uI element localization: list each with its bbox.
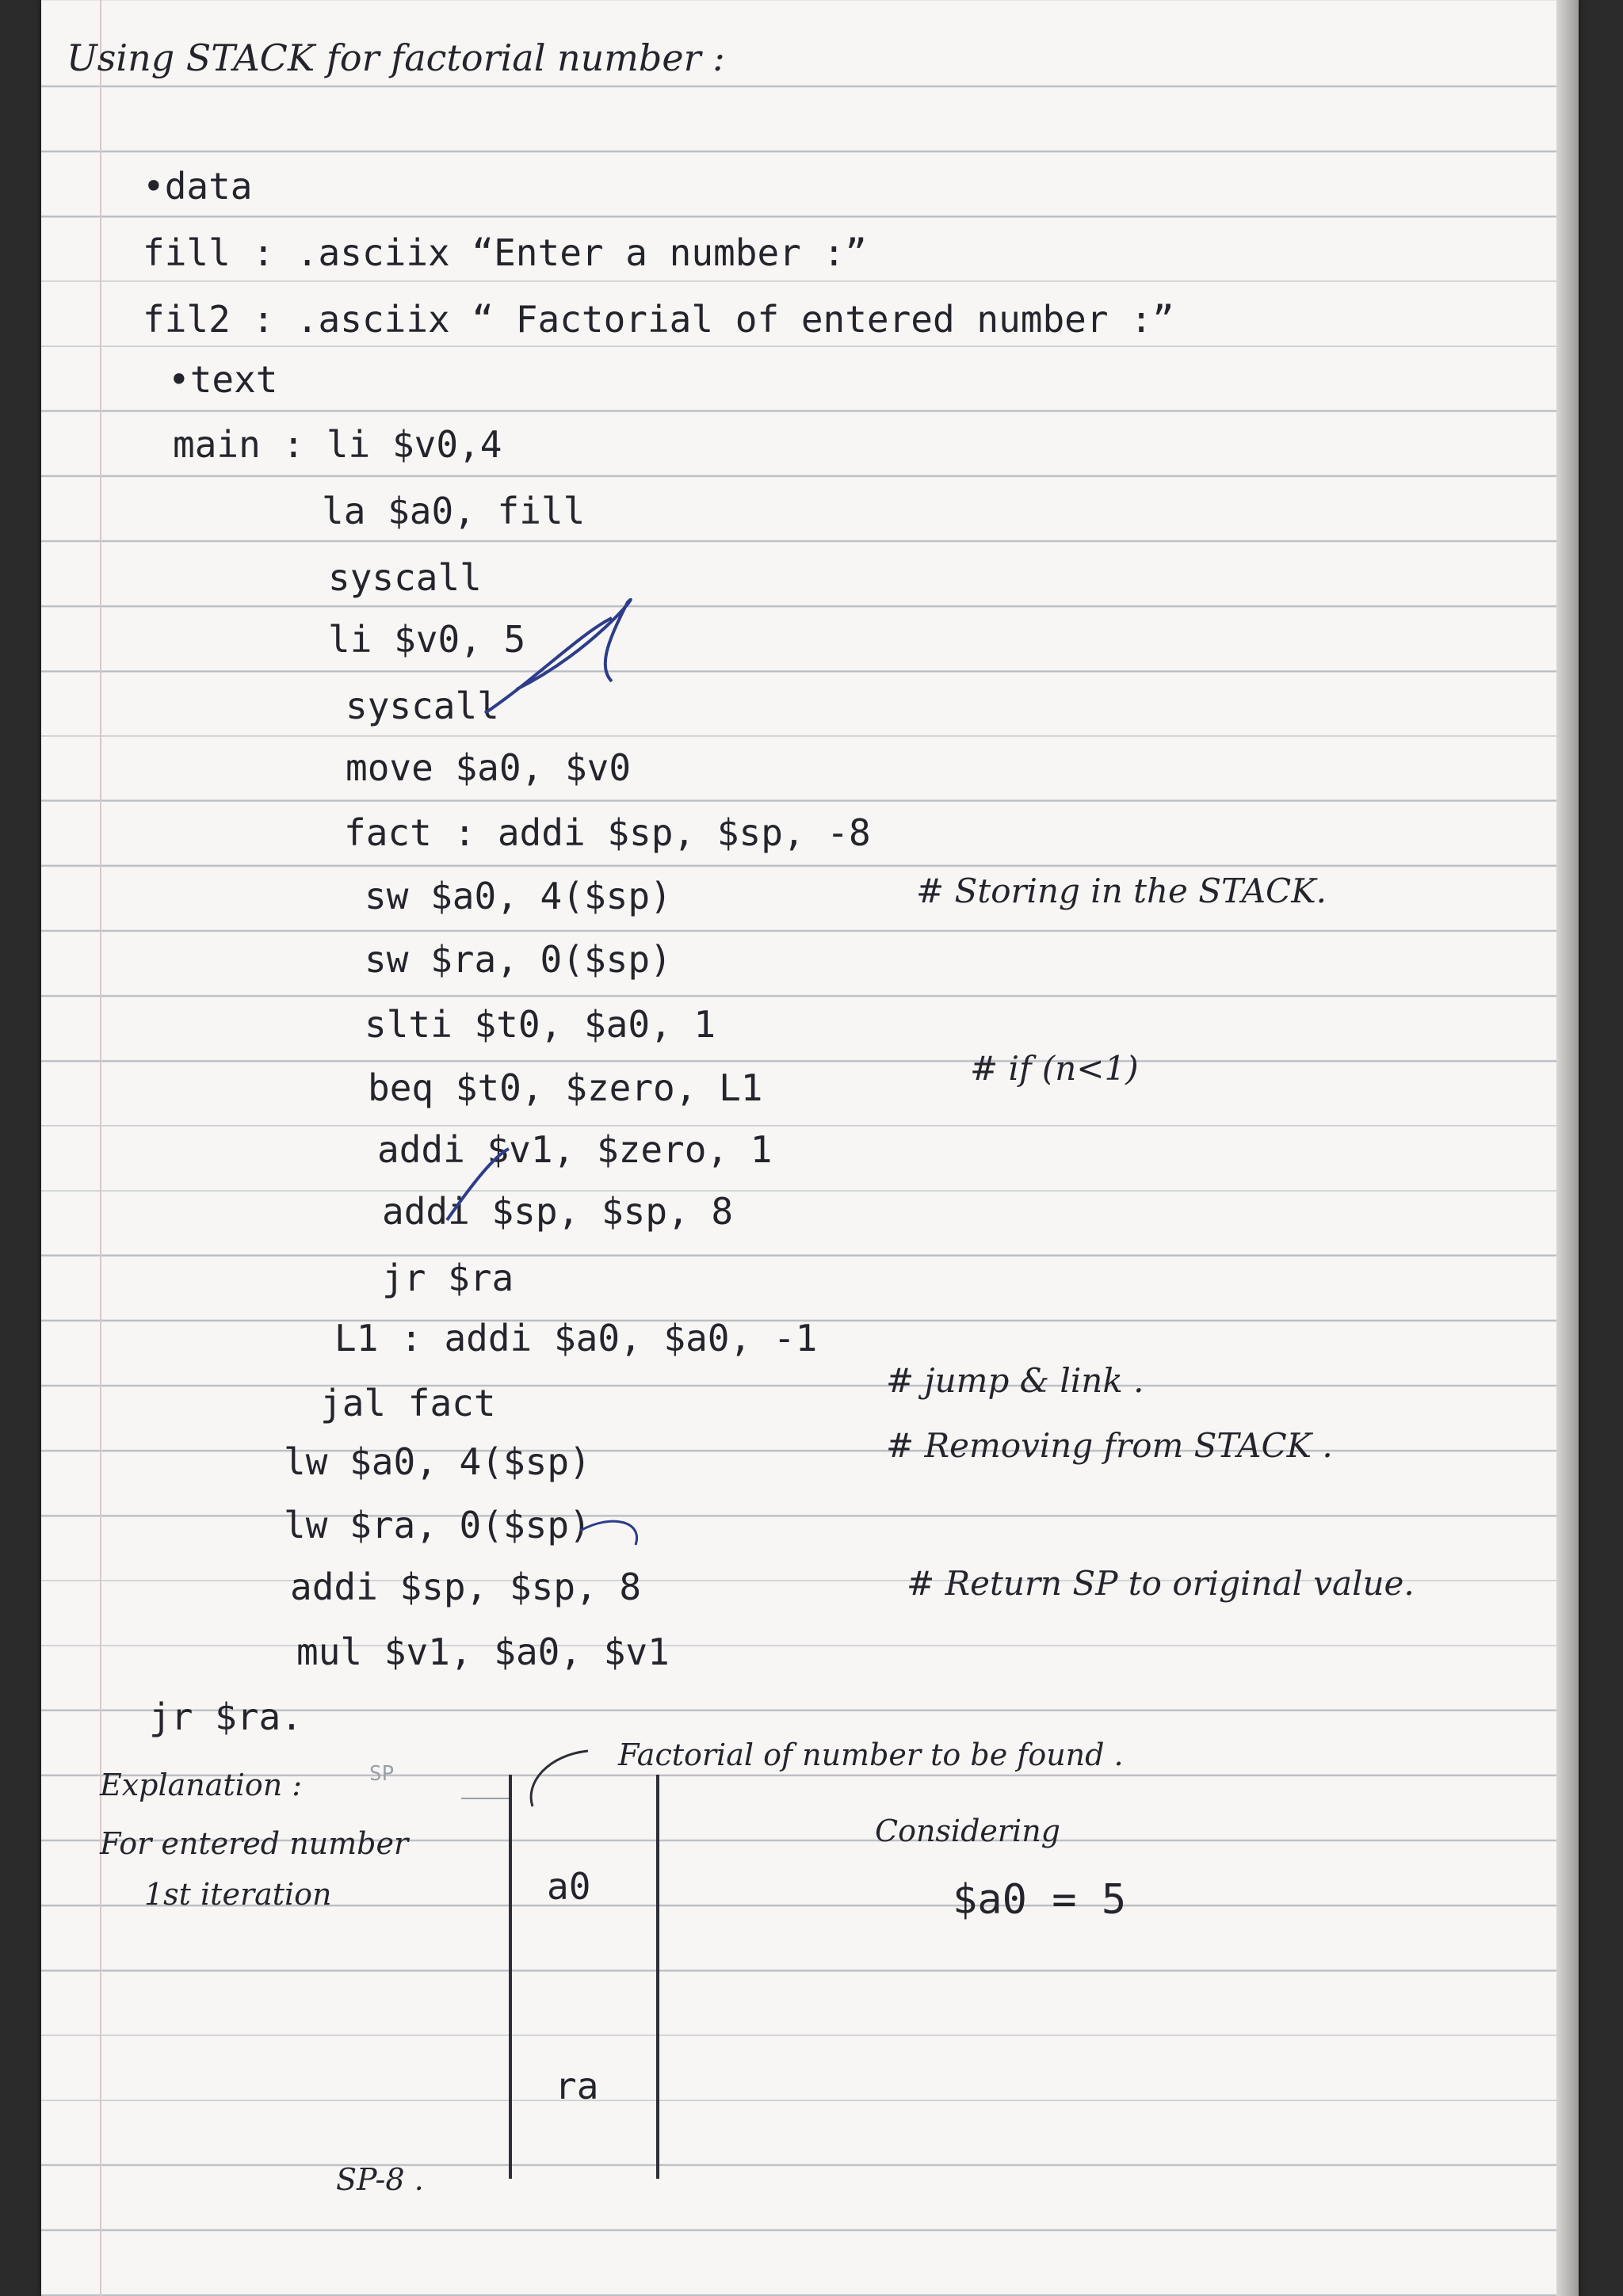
arrow-note: Factorial of number to be found . bbox=[618, 1737, 1124, 1772]
code-li-5: li $v0, 5 bbox=[328, 618, 526, 661]
code-text-directive: •text bbox=[168, 358, 278, 401]
code-fil1: fill : .asciix “Enter a number :” bbox=[143, 231, 867, 274]
code-main: main : li $v0,4 bbox=[173, 423, 502, 466]
stack-cell-a0: a0 bbox=[547, 1865, 591, 1908]
code-fact: fact : addi $sp, $sp, -8 bbox=[344, 811, 871, 854]
code-l1: L1 : addi $a0, $a0, -1 bbox=[334, 1317, 818, 1360]
scribble-stroke-2 bbox=[485, 618, 612, 713]
comment-if: # if (n<1) bbox=[970, 1049, 1139, 1088]
paren-stroke bbox=[580, 1521, 637, 1545]
entered-number-label: For entered number bbox=[100, 1826, 409, 1861]
notebook-page bbox=[41, 0, 1579, 2296]
sp-label: SP bbox=[369, 1762, 395, 1786]
code-jr-2: jr $ra. bbox=[149, 1695, 303, 1738]
code-slti: slti $t0, $a0, 1 bbox=[365, 1003, 716, 1046]
page-title: Using STACK for factorial number : bbox=[67, 36, 725, 79]
comment-return: # Return SP to original value. bbox=[907, 1564, 1415, 1603]
code-addi-sp: addi $sp, $sp, 8 bbox=[382, 1190, 734, 1233]
code-syscall-1: syscall bbox=[328, 556, 482, 599]
iteration-label: 1st iteration bbox=[144, 1877, 332, 1912]
code-fil2: fil2 : .asciix “ Factorial of entered number :” bbox=[143, 298, 1174, 341]
code-jr-1: jr $ra bbox=[382, 1257, 514, 1299]
sp-minus-8-label: SP-8 . bbox=[336, 2162, 424, 2197]
arrow-curve bbox=[531, 1751, 588, 1806]
pen-strokes bbox=[41, 0, 1579, 2296]
a0-value: $a0 = 5 bbox=[953, 1876, 1127, 1924]
code-sw-a0: sw $a0, 4($sp) bbox=[365, 875, 672, 917]
comment-removing: # Removing from STACK . bbox=[886, 1426, 1333, 1465]
code-sw-ra: sw $ra, 0($sp) bbox=[365, 938, 672, 981]
code-lw-ra: lw $ra, 0($sp) bbox=[284, 1504, 591, 1547]
code-addi-v1: addi $v1, $zero, 1 bbox=[377, 1128, 773, 1171]
code-lw-a0: lw $a0, 4($sp) bbox=[284, 1440, 591, 1483]
code-move: move $a0, $v0 bbox=[346, 746, 632, 789]
code-beq: beq $t0, $zero, L1 bbox=[368, 1066, 763, 1109]
code-la: la $a0, fill bbox=[322, 490, 586, 532]
code-mul: mul $v1, $a0, $v1 bbox=[296, 1630, 670, 1673]
stack-cell-ra: ra bbox=[555, 2065, 599, 2107]
comment-jump: # jump & link . bbox=[886, 1361, 1144, 1400]
code-jal: jal fact bbox=[320, 1382, 496, 1425]
code-data-directive: •data bbox=[143, 165, 253, 208]
code-addi-sp-2: addi $sp, $sp, 8 bbox=[290, 1566, 642, 1608]
comment-storing: # Storing in the STACK. bbox=[916, 871, 1327, 910]
considering-label: Considering bbox=[875, 1814, 1061, 1848]
explanation-heading: Explanation : bbox=[100, 1768, 303, 1802]
code-syscall-2: syscall bbox=[346, 685, 499, 727]
strike-stroke bbox=[447, 1149, 509, 1220]
